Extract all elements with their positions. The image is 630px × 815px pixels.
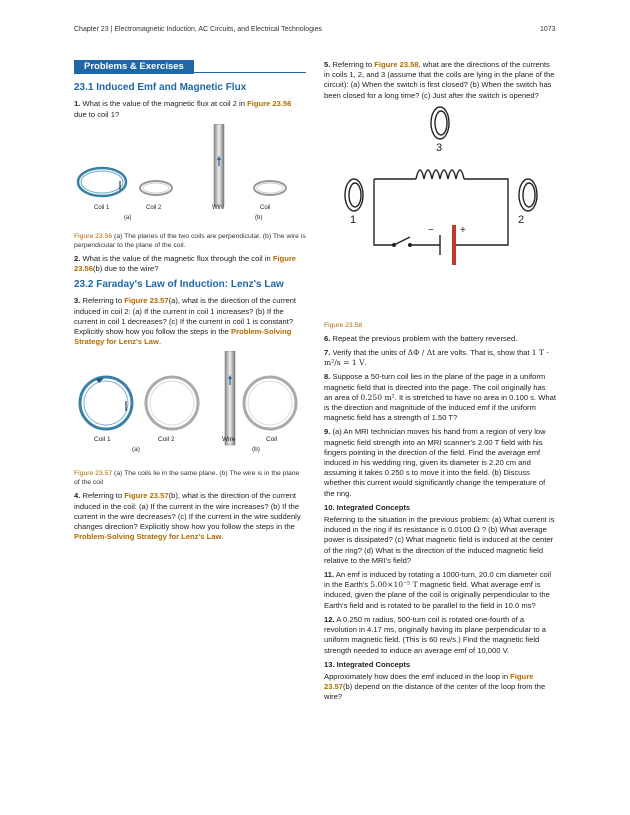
figure-23-58-caption: Figure 23.58	[324, 321, 363, 329]
label-b: (b)	[252, 446, 260, 454]
label-coil: Coil	[266, 436, 278, 444]
circuit-diagram	[324, 105, 556, 265]
figure-link[interactable]: Figure 23.57	[324, 671, 534, 692]
page-number: 1073	[540, 26, 556, 33]
problem-6: 6. Repeat the previous problem with the battery reversed.	[324, 333, 518, 343]
problem-3: 3. Referring to Figure 23.57(a), what is the direction of the current induced in coil 2: (a) If the current in coil 1 increases? (b) If the current in coil 1 decreases? (c) If the current in coil 1 is constant? Explicitly show how you follow the steps in the Problem-Solving Strategy for Lenz's Law.	[74, 296, 297, 347]
figure-link[interactable]: Figure 23.58	[374, 60, 419, 69]
problem-10: Referring to the situation in the previous problem: (a) What current is induced in the ring if its resistance is 0.0100 Ω ? (b) What average power is dissipated? (c) What magnetic field is induced at the center of the ring? (d) What is the direction of the induced magnetic field relative to the MRI's field?	[324, 515, 555, 565]
label-coil-1: Coil 1	[94, 436, 111, 444]
label-a: (a)	[124, 214, 132, 221]
problem-13: Approximately how does the emf induced in the loop in Figure 23.57(b) depend on the distance of the center of the loop from the wire?	[324, 671, 546, 702]
strategy-link[interactable]: Problem-Solving Strategy for Lenz's Law	[74, 532, 222, 542]
figure-23-57-caption: Figure 23.57 (a) The coils lie in the same plane. (b) The wire is in the plane of the coil	[74, 470, 300, 487]
problem-1: 1. What is the value of the magnetic flux at coil 2 in Figure 23.56 due to coil 1?	[74, 99, 292, 119]
problem-5: 5. Referring to Figure 23.58, what are the directions of the currents in coils 1, 2, and 3 (assume that the coils are lying in the plane of the circuit): (a) When the switch is first closed? (b) When the switch has been closed for a long time? (c) Just after the switch is opened?	[324, 60, 555, 100]
problem-13-title: 13. Integrated Concepts	[324, 659, 411, 669]
label-a: (a)	[132, 446, 140, 454]
label-wire: Wire	[212, 204, 225, 211]
figure-23-56-drawing	[74, 124, 306, 232]
figure-23-56	[74, 124, 306, 232]
label-b: (b)	[255, 214, 263, 221]
battery-plus-label: +	[460, 224, 466, 236]
figure-23-56-caption: Figure 23.56 (a) The planes of the two coils are perpendicular. (b) The wire is perpendicular to the plane of the coil.	[74, 232, 306, 249]
problem-8: 8. Suppose a 50-turn coil lies in the plane of the page in a uniform magnetic field that is directed into the page. The coil originally has an area of 0.250 m². It is stretched to have no area in 0.100 s. What is the direction and magnitude of the induced emf if the uniform magnetic field has a strength of 1.50 T?	[324, 372, 556, 423]
coil-1-label: 1	[350, 213, 357, 226]
battery-minus-label: −	[428, 224, 434, 236]
problem-4: 4. Referring to Figure 23.57(b), what is the direction of the current induced in the coil: (a) If the current in the wire increases? (b) If the current in the wire decreases? (c) If the current in the wire suddenly changes direction? Explicitly show how you follow the steps in the Problem-Solving Strategy for Lenz's Law.	[74, 491, 301, 542]
strategy-link[interactable]: Problem-Solving Strategy for Lenz's Law	[74, 327, 292, 347]
figure-link[interactable]: Figure 23.57	[124, 491, 169, 501]
figure-link[interactable]: Figure 23.56	[74, 253, 297, 274]
problem-9: 9. (a) An MRI technician moves his hand from a region of very low magnetic field strength into an MRI scanner's 2.00 T field with his fingers pointing in the direction of the field. Find the average emf induced in his wedding ring, given its diameter is 2.20 cm and assuming it takes 0.250 s to move it into the field. (b) Discuss whether this current would significantly change the temperature of the ring.	[324, 427, 546, 498]
problem-2: 2. What is the value of the magnetic flux through the coil in Figure 23.56(b) due to the wire?	[74, 253, 297, 274]
problem-12: 12. A 0.250 m radius, 500-turn coil is rotated one-fourth of a revolution in 4.17 ms, originally having its plane perpendicular to a uniform magnetic field. (This is 60 rev/s.) Find the magnetic field strength needed to induce an average emf of 10,000 V.	[324, 614, 547, 655]
figure-23-57	[74, 351, 306, 469]
label-coil-2: Coil 2	[158, 436, 175, 444]
label-wire: Wire	[222, 436, 236, 444]
problem-7: 7. Verify that the units of ΔΦ / Δt are volts. That is, show that 1 T · m²/s = 1 V.	[324, 348, 549, 368]
problem-10-title: 10. Integrated Concepts	[324, 502, 411, 512]
figure-23-57-drawing	[74, 351, 306, 469]
problem-11: 11. An emf is induced by rotating a 1000-turn, 20.0 cm diameter coil in the Earth's 5.00×10⁻⁵ T magnetic field. What average emf is induced, given the plane of the coil is originally perpendicular to the Earth's field and is rotated to be parallel to the field in 10.0 ms?	[324, 570, 552, 610]
figure-23-58	[324, 105, 556, 265]
left-column	[74, 60, 306, 546]
label-coil-2: Coil 2	[146, 204, 162, 211]
label-coil: Coil	[260, 204, 271, 211]
label-coil-1: Coil 1	[94, 204, 110, 211]
coil-2-label: 2	[518, 213, 525, 226]
coil-3-label: 3	[436, 141, 443, 154]
heading-23-2: 23.2 Faraday's Law of Induction: Lenz's Law	[74, 279, 284, 291]
chapter-header: Chapter 23 | Electromagnetic Induction, AC Circuits, and Electrical Technologies	[74, 26, 322, 33]
right-column	[324, 60, 556, 707]
figure-link[interactable]: Figure 23.57	[124, 296, 169, 306]
heading-23-1: 23.1 Induced Emf and Magnetic Flux	[74, 82, 247, 94]
section-title: Problems & Exercises	[74, 60, 194, 74]
figure-link[interactable]: Figure 23.56	[247, 99, 292, 109]
